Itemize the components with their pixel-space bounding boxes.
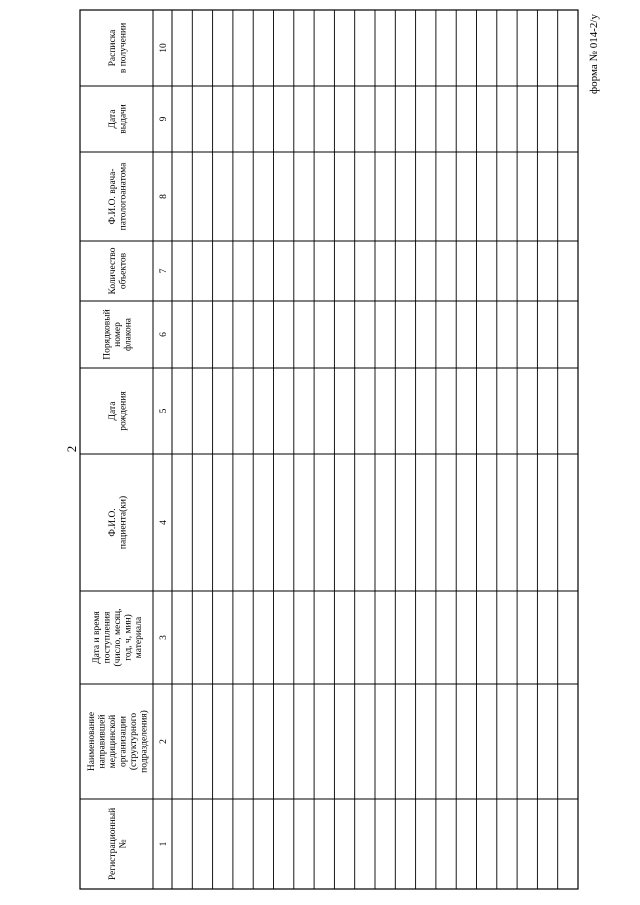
table-cell[interactable] — [538, 302, 557, 368]
table-cell[interactable] — [335, 242, 354, 301]
column-header-line: Дата — [107, 109, 118, 129]
table-cell[interactable] — [416, 11, 435, 86]
table-cell[interactable] — [518, 242, 537, 301]
table-cell[interactable] — [193, 369, 212, 454]
column-header-line: Расписка — [107, 29, 118, 67]
table-cell[interactable] — [335, 685, 354, 799]
table-cell[interactable] — [538, 685, 557, 799]
table-cell[interactable] — [315, 685, 334, 799]
table-cell[interactable] — [477, 592, 496, 684]
column-number-10: 10 — [159, 43, 169, 53]
table-cell[interactable] — [335, 302, 354, 368]
table-cell[interactable] — [497, 685, 516, 799]
table-cell[interactable] — [416, 455, 435, 591]
table-cell[interactable] — [355, 685, 374, 799]
table-cell[interactable] — [457, 369, 476, 454]
table-cell[interactable] — [437, 800, 456, 889]
column-number-4: 4 — [159, 520, 169, 525]
column-header-2 — [87, 710, 150, 773]
table-cell[interactable] — [416, 369, 435, 454]
table-cell[interactable] — [315, 242, 334, 301]
table-cell[interactable] — [477, 685, 496, 799]
page-number: 2 — [64, 445, 79, 453]
table-cell[interactable] — [396, 302, 415, 368]
column-header-line: № — [118, 839, 129, 849]
table-cell[interactable] — [538, 87, 557, 152]
table-cell[interactable] — [396, 592, 415, 684]
table-cell[interactable] — [315, 11, 334, 86]
column-header-line: медицинской — [107, 714, 118, 769]
table-cell[interactable] — [457, 87, 476, 152]
table-cell[interactable] — [173, 685, 192, 799]
table-cell[interactable] — [213, 685, 232, 799]
table-cell[interactable] — [173, 800, 192, 889]
column-header-3 — [92, 609, 144, 667]
table-cell[interactable] — [558, 592, 577, 684]
table-cell[interactable] — [376, 592, 395, 684]
table-cell[interactable] — [315, 455, 334, 591]
table-cell[interactable] — [518, 302, 537, 368]
table-cell[interactable] — [173, 302, 192, 368]
table-cell[interactable] — [376, 685, 395, 799]
table-cell[interactable] — [294, 800, 313, 889]
table-cell[interactable] — [315, 369, 334, 454]
table-cell[interactable] — [518, 369, 537, 454]
table-cell[interactable] — [213, 302, 232, 368]
table-cell[interactable] — [558, 800, 577, 889]
table-cell[interactable] — [274, 242, 293, 301]
column-header-9 — [108, 104, 129, 133]
column-number-6: 6 — [159, 332, 169, 337]
column-header-4 — [108, 496, 129, 549]
table-cell[interactable] — [234, 369, 253, 454]
table-cell[interactable] — [477, 153, 496, 241]
table-cell[interactable] — [335, 592, 354, 684]
column-header-line: Регистрационный — [107, 807, 118, 881]
table-cell[interactable] — [274, 685, 293, 799]
table-cell[interactable] — [376, 87, 395, 152]
table-cell[interactable] — [213, 592, 232, 684]
table-cell[interactable] — [213, 369, 232, 454]
table-cell[interactable] — [294, 302, 313, 368]
table-cell[interactable] — [335, 800, 354, 889]
table-cell[interactable] — [213, 455, 232, 591]
table-cell[interactable] — [518, 153, 537, 241]
table-cell[interactable] — [497, 800, 516, 889]
table-cell[interactable] — [518, 800, 537, 889]
table-cell[interactable] — [457, 242, 476, 301]
table-cell[interactable] — [173, 592, 192, 684]
table-cell[interactable] — [254, 153, 273, 241]
table-cell[interactable] — [396, 153, 415, 241]
column-header-7 — [108, 247, 129, 294]
table-cell[interactable] — [558, 242, 577, 301]
table-cell[interactable] — [376, 455, 395, 591]
table-cell[interactable] — [396, 800, 415, 889]
table-cell[interactable] — [437, 153, 456, 241]
table-cell[interactable] — [294, 153, 313, 241]
table-cell[interactable] — [193, 153, 212, 241]
table-cell[interactable] — [538, 242, 557, 301]
column-header-line: Ф.И.О. — [107, 508, 118, 537]
table-cell[interactable] — [294, 369, 313, 454]
table-cell[interactable] — [416, 87, 435, 152]
table-cell[interactable] — [254, 242, 273, 301]
table-cell[interactable] — [254, 455, 273, 591]
column-header-line: Количество — [107, 247, 118, 295]
column-header-line: подразделения) — [139, 710, 150, 773]
table-cell[interactable] — [457, 592, 476, 684]
table-cell[interactable] — [213, 87, 232, 152]
table-cell[interactable] — [538, 369, 557, 454]
table-cell[interactable] — [294, 455, 313, 591]
table-cell[interactable] — [234, 242, 253, 301]
table-cell[interactable] — [254, 11, 273, 86]
column-header-line: год, ч, мин) — [123, 614, 134, 661]
column-header-line: организации — [118, 715, 129, 768]
table-cell[interactable] — [254, 800, 273, 889]
table-cell[interactable] — [355, 87, 374, 152]
table-cell[interactable] — [254, 369, 273, 454]
table-cell[interactable] — [518, 11, 537, 86]
table-cell[interactable] — [355, 800, 374, 889]
table-cell[interactable] — [396, 369, 415, 454]
table-cell[interactable] — [477, 87, 496, 152]
column-number-2: 2 — [159, 739, 169, 744]
table-cell[interactable] — [254, 302, 273, 368]
table-cell[interactable] — [234, 592, 253, 684]
column-header-line: выдачи — [118, 104, 129, 134]
table-cell[interactable] — [558, 685, 577, 799]
column-header-1 — [107, 808, 129, 880]
table-cell[interactable] — [558, 11, 577, 86]
table-cell[interactable] — [437, 11, 456, 86]
table-cell[interactable] — [437, 455, 456, 591]
column-header-line: (структурного — [128, 712, 139, 771]
table-cell[interactable] — [335, 11, 354, 86]
column-header-6 — [102, 309, 134, 359]
table-cell[interactable] — [396, 455, 415, 591]
table-cell[interactable] — [518, 685, 537, 799]
table-cell[interactable] — [294, 685, 313, 799]
table-cell[interactable] — [335, 369, 354, 454]
table-cell[interactable] — [558, 87, 577, 152]
table-cell[interactable] — [213, 800, 232, 889]
table-cell[interactable] — [274, 302, 293, 368]
column-header-line: в получении — [118, 22, 129, 74]
table-cell[interactable] — [315, 592, 334, 684]
table-cell[interactable] — [416, 302, 435, 368]
table-cell[interactable] — [457, 455, 476, 591]
table-cell[interactable] — [193, 87, 212, 152]
table-cell[interactable] — [477, 11, 496, 86]
column-header-line: материала — [134, 616, 144, 659]
column-number-3: 3 — [159, 635, 169, 640]
table-cell[interactable] — [213, 153, 232, 241]
table-cell[interactable] — [416, 242, 435, 301]
column-header-5 — [108, 391, 129, 431]
column-header-line: Ф.И.О. врача- — [107, 168, 118, 225]
table-cell[interactable] — [376, 800, 395, 889]
column-number-1: 1 — [159, 841, 169, 847]
column-header-line: (число, месяц, — [113, 608, 123, 667]
table-cell[interactable] — [396, 242, 415, 301]
table-cell[interactable] — [335, 455, 354, 591]
table-cell[interactable] — [355, 302, 374, 368]
table-cell[interactable] — [254, 87, 273, 152]
column-number-5: 5 — [159, 408, 169, 414]
table-cell[interactable] — [173, 11, 192, 86]
form-label: форма № 014-2/у — [588, 14, 600, 94]
table-cell[interactable] — [173, 87, 192, 152]
table-cell[interactable] — [193, 800, 212, 889]
table-cell[interactable] — [193, 242, 212, 301]
table-cell[interactable] — [477, 800, 496, 889]
table-cell[interactable] — [173, 455, 192, 591]
table-cell[interactable] — [254, 592, 273, 684]
table-cell[interactable] — [355, 11, 374, 86]
table-cell[interactable] — [437, 87, 456, 152]
table-cell[interactable] — [355, 153, 374, 241]
table-cell[interactable] — [355, 592, 374, 684]
table-cell[interactable] — [335, 153, 354, 241]
table-cell[interactable] — [173, 369, 192, 454]
column-header-8 — [108, 162, 129, 230]
table-cell[interactable] — [355, 369, 374, 454]
column-header-line: направившей — [97, 714, 108, 769]
table-cell[interactable] — [396, 11, 415, 86]
table-cell[interactable] — [477, 369, 496, 454]
table-cell[interactable] — [193, 685, 212, 799]
table-cell[interactable] — [457, 685, 476, 799]
table-cell[interactable] — [376, 11, 395, 86]
table-cell[interactable] — [457, 11, 476, 86]
column-header-10 — [108, 23, 129, 73]
column-header-line: поступления — [102, 611, 113, 664]
table-cell[interactable] — [497, 242, 516, 301]
table-cell[interactable] — [355, 455, 374, 591]
table-cell[interactable] — [234, 87, 253, 152]
table-cell[interactable] — [558, 153, 577, 241]
column-header-line: объектов — [118, 252, 129, 290]
table-cell[interactable] — [518, 87, 537, 152]
column-number-9: 9 — [159, 116, 169, 122]
column-header-line: Наименование — [86, 711, 97, 772]
table-cell[interactable] — [558, 455, 577, 591]
column-header-line: Дата — [107, 401, 118, 421]
table-cell[interactable] — [315, 153, 334, 241]
table-cell[interactable] — [497, 369, 516, 454]
table-cell[interactable] — [294, 592, 313, 684]
table-cell[interactable] — [234, 455, 253, 591]
column-number-8: 8 — [159, 194, 169, 199]
table-cell[interactable] — [416, 592, 435, 684]
table-cell[interactable] — [538, 592, 557, 684]
table-cell[interactable] — [396, 87, 415, 152]
table-cell[interactable] — [234, 302, 253, 368]
table-cell[interactable] — [274, 153, 293, 241]
table-cell[interactable] — [538, 11, 557, 86]
table-cell[interactable] — [274, 455, 293, 591]
table-cell[interactable] — [376, 302, 395, 368]
column-header-line: флакона — [123, 317, 134, 352]
table-cell[interactable] — [254, 685, 273, 799]
column-header-line: Порядковый — [102, 309, 113, 360]
table-cell[interactable] — [416, 685, 435, 799]
table-cell[interactable] — [173, 153, 192, 241]
table-cell[interactable] — [376, 153, 395, 241]
table-cell[interactable] — [518, 455, 537, 591]
table-cell[interactable] — [497, 87, 516, 152]
table-cell[interactable] — [376, 242, 395, 301]
column-number-7: 7 — [159, 268, 169, 274]
column-header-line: Дата и время — [92, 611, 102, 664]
column-header-line: рождения — [118, 391, 129, 431]
table-cell[interactable] — [193, 302, 212, 368]
table-cell[interactable] — [437, 369, 456, 454]
table-cell[interactable] — [538, 800, 557, 889]
column-header-line: пациента(ки) — [118, 495, 129, 550]
table-cell[interactable] — [234, 153, 253, 241]
table-cell[interactable] — [294, 242, 313, 301]
table-cell[interactable] — [193, 455, 212, 591]
table-cell[interactable] — [558, 302, 577, 368]
table-cell[interactable] — [437, 302, 456, 368]
table-cell[interactable] — [355, 242, 374, 301]
table-cell[interactable] — [193, 11, 212, 86]
table-cell[interactable] — [437, 685, 456, 799]
table-cell[interactable] — [315, 302, 334, 368]
table-cell[interactable] — [497, 11, 516, 86]
table-cell[interactable] — [294, 11, 313, 86]
table-cell[interactable] — [457, 153, 476, 241]
table-cell[interactable] — [234, 800, 253, 889]
table-cell[interactable] — [497, 153, 516, 241]
table-cell[interactable] — [437, 242, 456, 301]
table-cell[interactable] — [173, 242, 192, 301]
table-cell[interactable] — [497, 302, 516, 368]
table-cell[interactable] — [477, 242, 496, 301]
table-cell[interactable] — [274, 11, 293, 86]
table-cell[interactable] — [294, 87, 313, 152]
table-cell[interactable] — [274, 592, 293, 684]
table-cell[interactable] — [558, 369, 577, 454]
table-cell[interactable] — [416, 800, 435, 889]
table-cell[interactable] — [497, 455, 516, 591]
table-cell[interactable] — [315, 800, 334, 889]
table-cell[interactable] — [477, 455, 496, 591]
table-cell[interactable] — [274, 87, 293, 152]
table-cell[interactable] — [213, 11, 232, 86]
table-cell[interactable] — [335, 87, 354, 152]
table-cell[interactable] — [376, 369, 395, 454]
table-cell[interactable] — [457, 302, 476, 368]
table-cell[interactable] — [497, 592, 516, 684]
table-cell[interactable] — [416, 153, 435, 241]
table-cell[interactable] — [437, 592, 456, 684]
table-cell[interactable] — [213, 242, 232, 301]
table-cell[interactable] — [477, 302, 496, 368]
table-cell[interactable] — [315, 87, 334, 152]
table-cell[interactable] — [234, 11, 253, 86]
table-cell[interactable] — [234, 685, 253, 799]
table-cell[interactable] — [193, 592, 212, 684]
table-cell[interactable] — [274, 369, 293, 454]
table-cell[interactable] — [538, 455, 557, 591]
table-cell[interactable] — [274, 800, 293, 889]
column-header-line: номер — [113, 322, 123, 347]
table-cell[interactable] — [396, 685, 415, 799]
table-cell[interactable] — [518, 592, 537, 684]
table-cell[interactable] — [457, 800, 476, 889]
column-header-line: патологоанатома — [118, 162, 129, 231]
table-cell[interactable] — [538, 153, 557, 241]
